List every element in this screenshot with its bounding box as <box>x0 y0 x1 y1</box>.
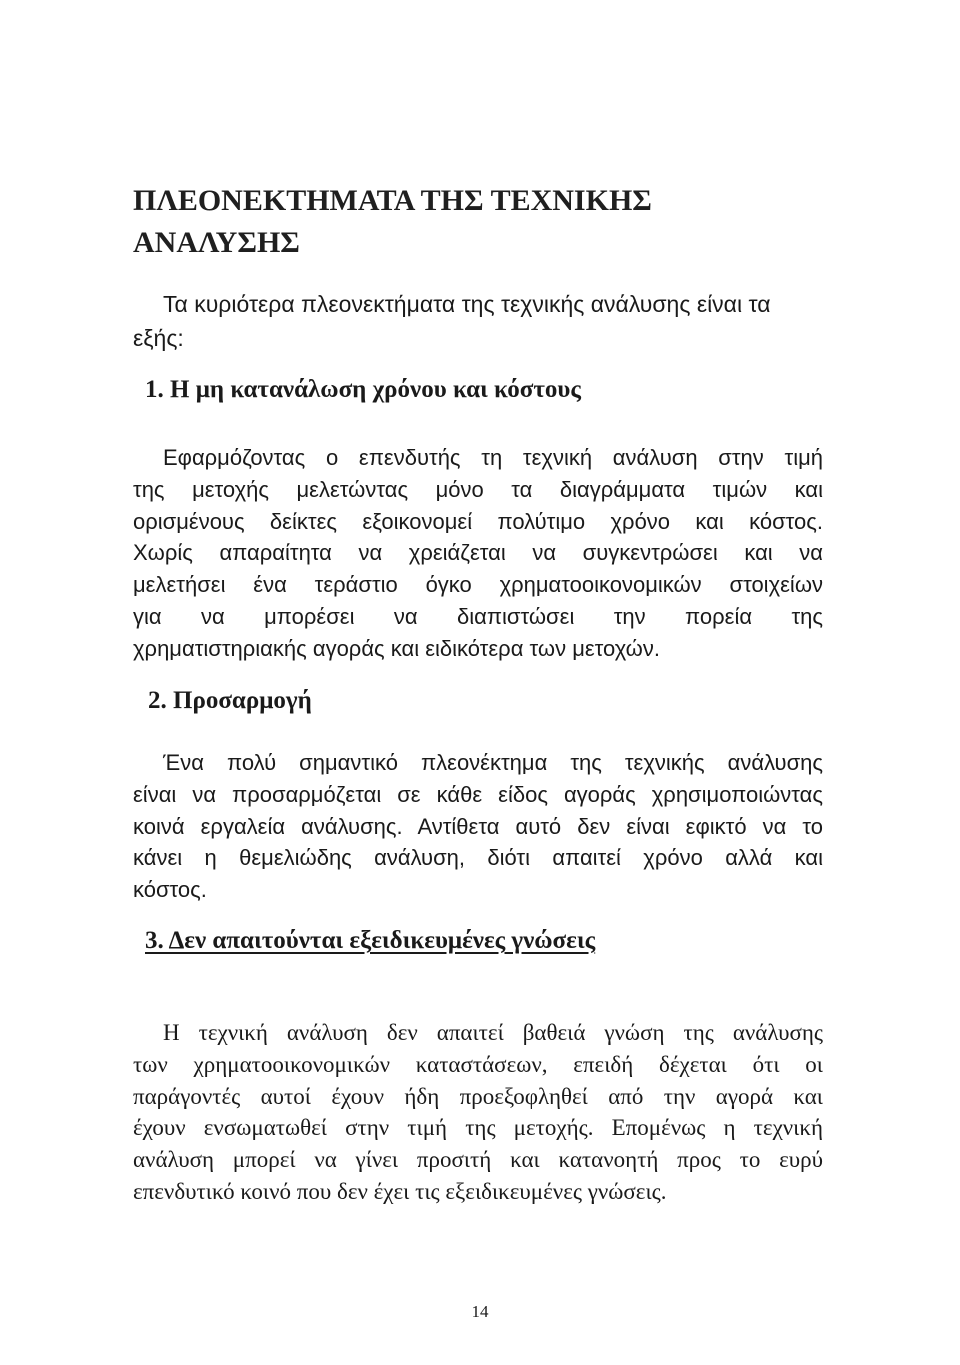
section-3-paragraph <box>133 1017 823 1208</box>
section-heading-1: 1. Η μη κατανάλωση χρόνου και κόστους <box>145 376 581 403</box>
paragraph-line: για να μπορέσει να διαπιστώσει την πορεία της <box>133 603 823 629</box>
section-heading-2: 2. Προσαρμογή <box>148 687 312 714</box>
paragraph-line: Ένα πολύ σημαντικό πλεονέκτημα της τεχνικής ανάλυσης <box>163 750 823 775</box>
paragraph-line: κόστος. <box>133 877 207 903</box>
paragraph-line: Η τεχνική ανάλυση δεν απαιτεί βαθειά γνώση της ανάλυσης <box>163 1020 823 1045</box>
paragraph-line: μελετήσει ένα τεράστιο όγκο χρηματοοικονομικών στοιχείων <box>133 572 823 598</box>
paragraph-line: είναι να προσαρμόζεται σε κάθε είδος αγοράς χρησιμοποιώντας <box>133 781 823 807</box>
paragraph-line: Εφαρμόζοντας ο επενδυτής τη τεχνική ανάλυση στην τιμή <box>163 445 823 470</box>
paragraph-line: έχουν ενσωματωθεί στην τιμή της μετοχής. Επομένως η τεχνική <box>133 1115 823 1141</box>
paragraph-line: ανάλυση μπορεί να γίνει προσιτή και κατανοητή προς το ευρύ <box>133 1147 823 1173</box>
page-title: ΠΛΕΟΝΕΚΤΗΜΑΤΑ ΤΗΣ ΤΕΧΝΙΚΗΣ ΑΝΑΛΥΣΗΣ <box>133 184 652 259</box>
paragraph-line: Χωρίς απαραίτητα να χρειάζεται να συγκεντρώσει και να <box>133 540 823 566</box>
intro-line: εξής: <box>133 325 184 351</box>
page-number: 14 <box>471 1302 489 1321</box>
section-2-paragraph <box>133 747 823 906</box>
paragraph-line: κάνει η θεμελιώδης ανάλυση, διότι απαιτεί χρόνο αλλά και <box>133 845 823 871</box>
section-1-paragraph <box>133 442 823 665</box>
paragraph-line: κοινά εργαλεία ανάλυσης. Αντίθετα αυτό δεν είναι εφικτό να το <box>133 813 823 839</box>
paragraph-line: χρηματιστηριακής αγοράς και ειδικότερα των μετοχών. <box>133 635 660 661</box>
paragraph-line: επενδυτικό κοινό που δεν έχει τις εξειδικευμένες γνώσεις. <box>133 1178 667 1204</box>
paragraph-line: των χρηματοοικονομικών καταστάσεων, επειδή δέχεται ότι οι <box>133 1051 823 1077</box>
paragraph-line: της μετοχής μελετώντας μόνο τα διαγράμματα τιμών και <box>133 476 823 502</box>
intro-paragraph <box>133 287 823 355</box>
section-heading-3: 3. Δεν απαιτούνται εξειδικευμένες γνώσεις <box>145 927 596 954</box>
paragraph-line: παράγοντές αυτοί έχουν ήδη προεξοφληθεί από την αγορά και <box>133 1083 823 1109</box>
intro-line: Τα κυριότερα πλεονεκτήματα της τεχνικής ανάλυσης είναι τα <box>163 291 771 317</box>
paragraph-line: ορισμένους δείκτες εξοικονομεί πολύτιμο χρόνο και κόστος. <box>133 508 823 534</box>
